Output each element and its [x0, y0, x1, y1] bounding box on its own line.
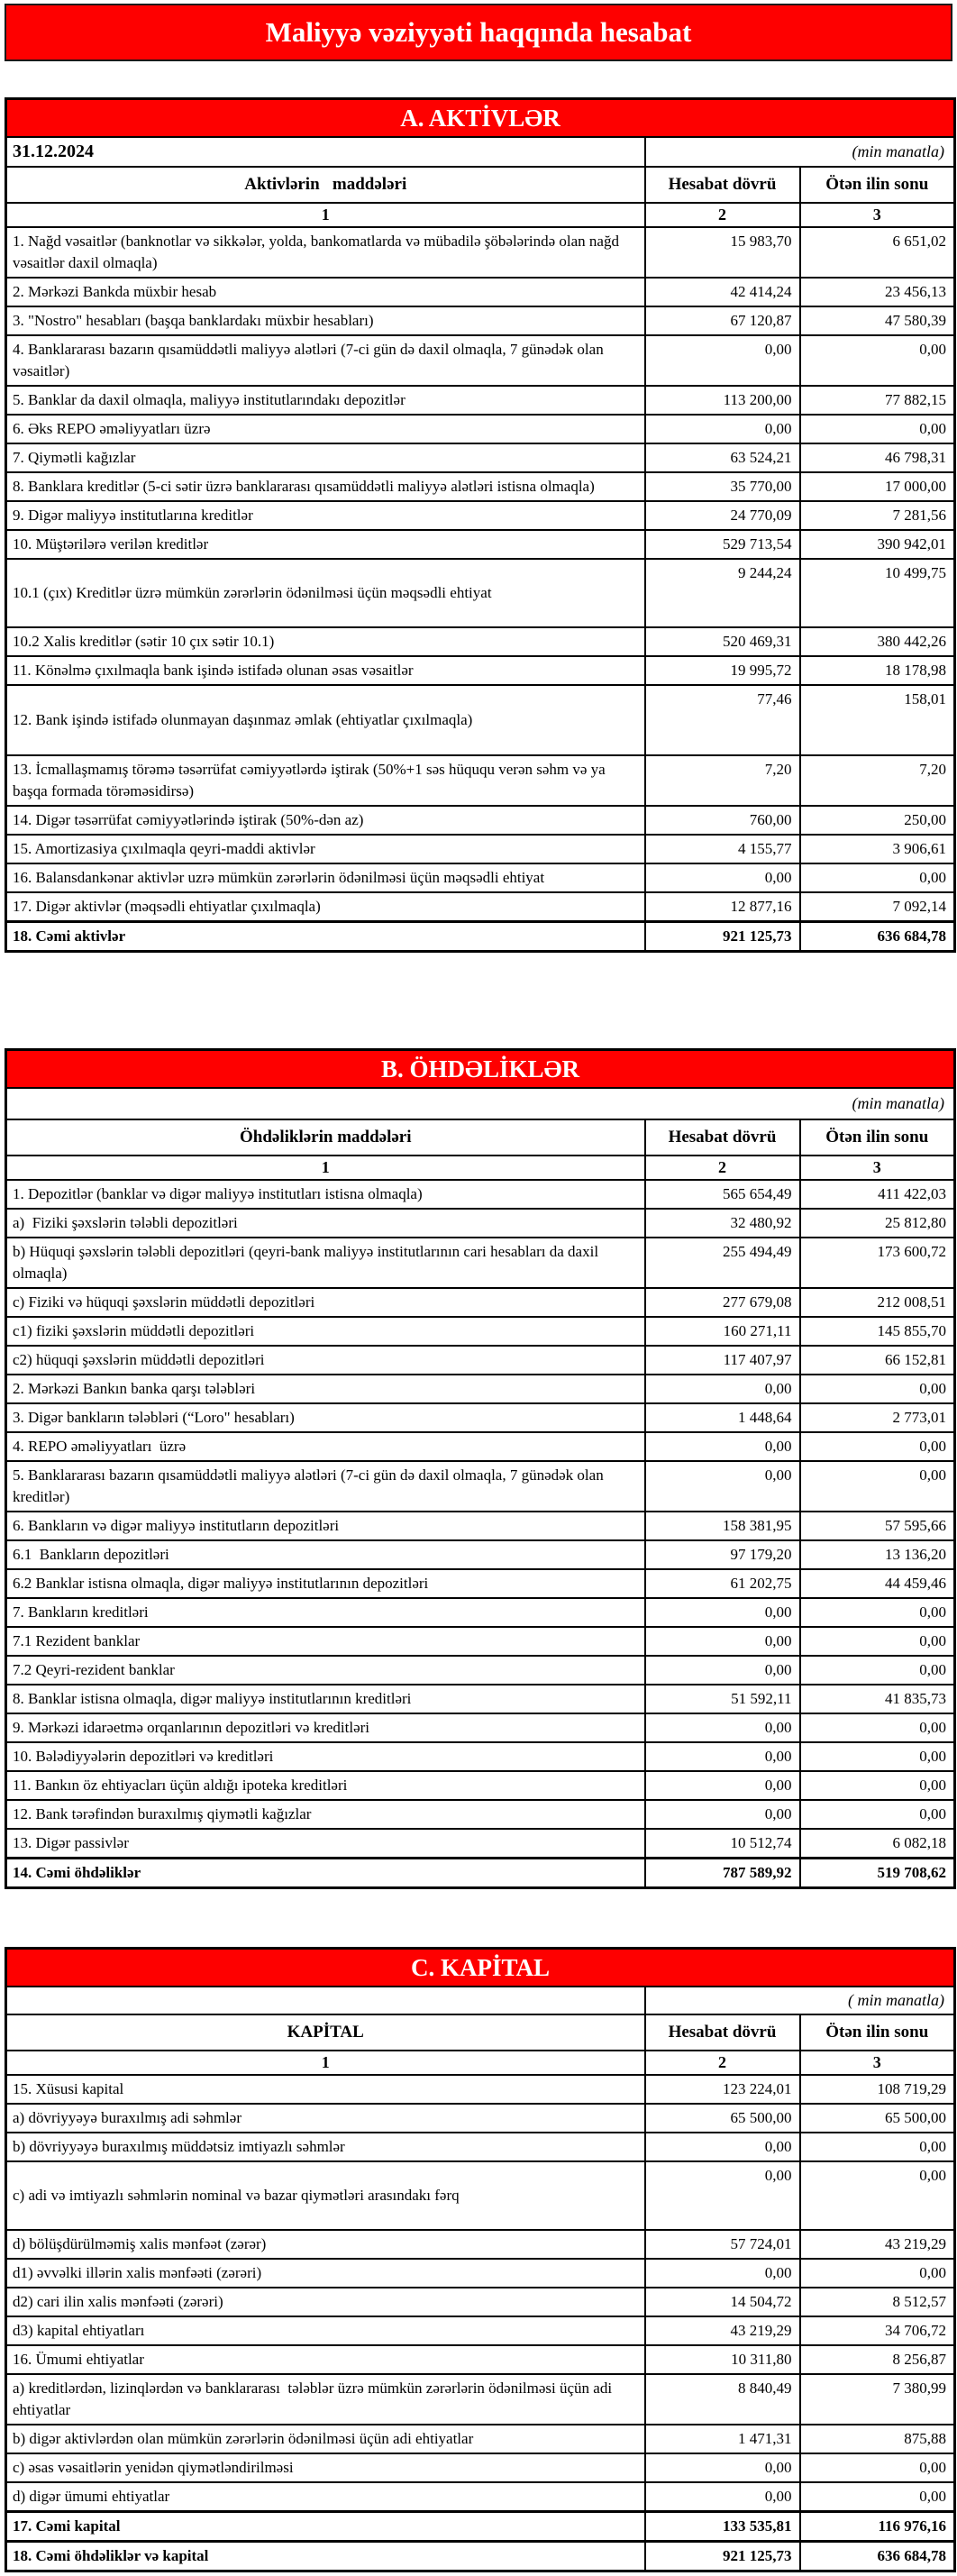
row-value-previous-year: 0,00	[800, 2453, 955, 2482]
row-label: 6.2 Banklar istisna olmaqla, digər maliyyə institutlarının depozitləri	[6, 1569, 645, 1598]
row-label: c) əsas vəsaitlərin yenidən qiymətləndirilməsi	[6, 2453, 645, 2482]
table-row	[6, 1403, 955, 1432]
row-value-previous-year: 0,00	[800, 2133, 955, 2161]
row-value-previous-year: 43 219,29	[800, 2230, 955, 2259]
table-row	[6, 2161, 955, 2230]
row-value-current-period: 35 770,00	[645, 472, 800, 501]
row-value-current-period: 0,00	[645, 1375, 800, 1403]
row-label: 1. Depozitlər (banklar və digər maliyyə institutları istisna olmaqla)	[6, 1180, 645, 1209]
row-value-current-period: 255 494,49	[645, 1238, 800, 1288]
row-value-previous-year: 0,00	[800, 2161, 955, 2230]
row-value-current-period: 787 589,92	[645, 1859, 800, 1888]
row-value-current-period: 97 179,20	[645, 1540, 800, 1569]
section-liabilities-table	[5, 1048, 956, 1889]
row-value-current-period: 1 448,64	[645, 1403, 800, 1432]
row-label: 10. Müştərilərə verilən kreditlər	[6, 530, 645, 559]
row-value-previous-year: 173 600,72	[800, 1238, 955, 1288]
table-row	[6, 1771, 955, 1800]
row-label: 13. Digər passivlər	[6, 1829, 645, 1859]
row-value-previous-year: 0,00	[800, 1800, 955, 1829]
meta-row	[6, 1088, 955, 1119]
row-label: 10.1 (çıx) Kreditlər üzrə mümkün zərərlərin ödənilməsi üçün məqsədli ehtiyat	[6, 559, 645, 627]
row-value-current-period: 0,00	[645, 415, 800, 443]
row-label: d) bölüşdürülməmiş xalis mənfəət (zərər)	[6, 2230, 645, 2259]
row-value-current-period: 0,00	[645, 1432, 800, 1461]
table-row	[6, 2512, 955, 2542]
row-value-current-period: 10 512,74	[645, 1829, 800, 1859]
col-number-1: 1	[6, 203, 645, 227]
row-value-current-period: 4 155,77	[645, 835, 800, 863]
row-value-current-period: 0,00	[645, 863, 800, 892]
row-value-previous-year: 0,00	[800, 1375, 955, 1403]
row-label: 2. Mərkəzi Bankda müxbir hesab	[6, 278, 645, 306]
row-value-previous-year: 7,20	[800, 755, 955, 806]
table-row	[6, 1598, 955, 1627]
table-row	[6, 501, 955, 530]
row-value-previous-year: 0,00	[800, 1598, 955, 1627]
column-number-row	[6, 1156, 955, 1180]
row-value-previous-year: 57 595,66	[800, 1512, 955, 1540]
meta-empty-cell	[6, 1987, 645, 2014]
row-value-previous-year: 18 178,98	[800, 656, 955, 685]
row-label: 10.2 Xalis kreditlər (sətir 10 çıx sətir 10.1)	[6, 627, 645, 656]
row-label: 16. Ümumi ehtiyatlar	[6, 2345, 645, 2374]
row-value-previous-year: 3 906,61	[800, 835, 955, 863]
table-row	[6, 863, 955, 892]
row-label: d3) kapital ehtiyatları	[6, 2316, 645, 2345]
report-title: Maliyyə vəziyyəti haqqında hesabat	[5, 4, 952, 61]
row-value-previous-year: 158,01	[800, 685, 955, 755]
meta-row	[6, 137, 955, 167]
row-label: 7.2 Qeyri-rezident banklar	[6, 1656, 645, 1685]
col-number-1: 1	[6, 1156, 645, 1180]
row-value-current-period: 0,00	[645, 2133, 800, 2161]
table-row	[6, 1375, 955, 1403]
col-header-previous-year: Ötən ilin sonu	[800, 167, 955, 203]
table-row	[6, 1742, 955, 1771]
row-value-previous-year: 34 706,72	[800, 2316, 955, 2345]
row-label: 11. Könəlmə çıxılmaqla bank işində istifadə olunan əsas vəsaitlər	[6, 656, 645, 685]
row-value-current-period: 24 770,09	[645, 501, 800, 530]
row-label: c1) fiziki şəxslərin müddətli depozitləri	[6, 1317, 645, 1346]
table-row	[6, 2425, 955, 2453]
table-row	[6, 1346, 955, 1375]
table-row	[6, 835, 955, 863]
row-value-current-period: 77,46	[645, 685, 800, 755]
row-value-previous-year: 7 092,14	[800, 892, 955, 922]
row-value-current-period: 0,00	[645, 1713, 800, 1742]
row-value-current-period: 277 679,08	[645, 1288, 800, 1317]
row-value-previous-year: 6 082,18	[800, 1829, 955, 1859]
row-value-current-period: 160 271,11	[645, 1317, 800, 1346]
unit-note: (min manatla)	[645, 137, 955, 167]
column-number-row	[6, 2051, 955, 2075]
table-row	[6, 685, 955, 755]
row-value-current-period: 565 654,49	[645, 1180, 800, 1209]
row-value-current-period: 43 219,29	[645, 2316, 800, 2345]
row-value-current-period: 1 471,31	[645, 2425, 800, 2453]
row-label: 9. Mərkəzi idarəetmə orqanlarının depozitləri və kreditləri	[6, 1713, 645, 1742]
row-value-current-period: 9 244,24	[645, 559, 800, 627]
table-row	[6, 2259, 955, 2288]
table-row	[6, 1627, 955, 1656]
table-row	[6, 227, 955, 278]
table-row	[6, 806, 955, 835]
row-label: 8. Banklar istisna olmaqla, digər maliyyə institutlarının kreditləri	[6, 1685, 645, 1713]
row-label: 10. Bələdiyyələrin depozitləri və kreditləri	[6, 1742, 645, 1771]
row-value-previous-year: 380 442,26	[800, 627, 955, 656]
row-value-previous-year: 25 812,80	[800, 1209, 955, 1238]
row-value-current-period: 0,00	[645, 2453, 800, 2482]
row-label: 14. Cəmi öhdəliklər	[6, 1859, 645, 1888]
table-row	[6, 2453, 955, 2482]
table-row	[6, 1461, 955, 1512]
table-row	[6, 386, 955, 415]
row-label: b) digər aktivlərdən olan mümkün zərərlərin ödənilməsi üçün adi ehtiyatlar	[6, 2425, 645, 2453]
col-header-current-period: Hesabat dövrü	[645, 1119, 800, 1156]
row-value-previous-year: 0,00	[800, 2259, 955, 2288]
col-number-2: 2	[645, 2051, 800, 2075]
row-value-previous-year: 7 380,99	[800, 2374, 955, 2425]
table-row	[6, 1829, 955, 1859]
row-label: 5. Banklar da daxil olmaqla, maliyyə institutlarındakı depozitlər	[6, 386, 645, 415]
row-label: 17. Digər aktivlər (məqsədli ehtiyatlar çıxılmaqla)	[6, 892, 645, 922]
row-value-current-period: 51 592,11	[645, 1685, 800, 1713]
row-value-current-period: 15 983,70	[645, 227, 800, 278]
row-label: 4. Banklararası bazarın qısamüddətli maliyyə alətləri (7-ci gün də daxil olmaqla, 7 günədək olan vəsaitlər)	[6, 335, 645, 386]
table-row	[6, 627, 955, 656]
table-row	[6, 1800, 955, 1829]
table-row	[6, 2230, 955, 2259]
section-capital-header: C. KAPİTAL	[6, 1949, 955, 1987]
row-value-current-period: 10 311,80	[645, 2345, 800, 2374]
table-row	[6, 1317, 955, 1346]
table-row	[6, 559, 955, 627]
table-row	[6, 1432, 955, 1461]
row-value-current-period: 0,00	[645, 1627, 800, 1656]
row-value-current-period: 0,00	[645, 2161, 800, 2230]
col-header-current-period: Hesabat dövrü	[645, 167, 800, 203]
row-value-previous-year: 0,00	[800, 1461, 955, 1512]
row-value-current-period: 0,00	[645, 1461, 800, 1512]
row-value-previous-year: 77 882,15	[800, 386, 955, 415]
row-value-previous-year: 390 942,01	[800, 530, 955, 559]
row-value-current-period: 57 724,01	[645, 2230, 800, 2259]
row-label: 4. REPO əməliyyatları üzrə	[6, 1432, 645, 1461]
row-value-previous-year: 519 708,62	[800, 1859, 955, 1888]
table-row	[6, 1238, 955, 1288]
meta-row	[6, 1987, 955, 2014]
row-value-previous-year: 0,00	[800, 1432, 955, 1461]
row-value-previous-year: 0,00	[800, 2482, 955, 2512]
section-header-row	[6, 1949, 955, 1987]
row-value-current-period: 0,00	[645, 1742, 800, 1771]
table-row	[6, 2482, 955, 2512]
section-header-row	[6, 1050, 955, 1089]
table-row	[6, 1180, 955, 1209]
row-label: a) Fiziki şəxslərin tələbli depozitləri	[6, 1209, 645, 1238]
column-number-row	[6, 203, 955, 227]
table-row	[6, 2316, 955, 2345]
row-value-previous-year: 66 152,81	[800, 1346, 955, 1375]
row-label: c) adi və imtiyazlı səhmlərin nominal və bazar qiymətləri arasındakı fərq	[6, 2161, 645, 2230]
column-header-row	[6, 2014, 955, 2051]
table-row	[6, 415, 955, 443]
row-label: 6. Əks REPO əməliyyatları üzrə	[6, 415, 645, 443]
table-row	[6, 2075, 955, 2104]
row-value-current-period: 61 202,75	[645, 1569, 800, 1598]
row-value-current-period: 63 524,21	[645, 443, 800, 472]
row-value-current-period: 67 120,87	[645, 306, 800, 335]
row-label: 8. Banklara kreditlər (5-ci sətir üzrə banklararası qısamüddətli maliyyə alətləri istisna olmaqla)	[6, 472, 645, 501]
row-value-previous-year: 145 855,70	[800, 1317, 955, 1346]
col-header-current-period: Hesabat dövrü	[645, 2014, 800, 2051]
row-label: 16. Balansdankənar aktivlər uzrə mümkün zərərlərin ödənilməsi üçün məqsədli ehtiyat	[6, 863, 645, 892]
section-assets-table	[5, 97, 956, 953]
table-row	[6, 472, 955, 501]
row-value-previous-year: 0,00	[800, 1713, 955, 1742]
col-number-2: 2	[645, 203, 800, 227]
row-label: 1. Nağd vəsaitlər (banknotlar və sikkələr, yolda, bankomatlarda və mübadilə şöbələrində olan nağd vəsaitlər daxil olmaqla)	[6, 227, 645, 278]
row-value-current-period: 133 535,81	[645, 2512, 800, 2542]
row-value-current-period: 0,00	[645, 2259, 800, 2288]
row-value-current-period: 32 480,92	[645, 1209, 800, 1238]
row-value-previous-year: 8 512,57	[800, 2288, 955, 2316]
row-value-previous-year: 0,00	[800, 1771, 955, 1800]
row-label: c2) hüquqi şəxslərin müddətli depozitləri	[6, 1346, 645, 1375]
row-label: a) dövriyyəyə buraxılmış adi səhmlər	[6, 2104, 645, 2133]
table-row	[6, 530, 955, 559]
row-value-previous-year: 250,00	[800, 806, 955, 835]
column-header-row	[6, 1119, 955, 1156]
col-header-items: KAPİTAL	[6, 2014, 645, 2051]
row-label: 7. Bankların kreditləri	[6, 1598, 645, 1627]
row-value-previous-year: 10 499,75	[800, 559, 955, 627]
row-label: 6. Bankların və digər maliyyə institutların depozitləri	[6, 1512, 645, 1540]
row-value-current-period: 19 995,72	[645, 656, 800, 685]
row-value-current-period: 113 200,00	[645, 386, 800, 415]
row-value-previous-year: 0,00	[800, 863, 955, 892]
row-value-previous-year: 65 500,00	[800, 2104, 955, 2133]
table-row	[6, 1685, 955, 1713]
table-row	[6, 656, 955, 685]
row-value-current-period: 12 877,16	[645, 892, 800, 922]
row-label: 18. Cəmi aktivlər	[6, 922, 645, 952]
row-value-current-period: 529 713,54	[645, 530, 800, 559]
col-number-2: 2	[645, 1156, 800, 1180]
row-label: 7.1 Rezident banklar	[6, 1627, 645, 1656]
row-value-previous-year: 44 459,46	[800, 1569, 955, 1598]
row-value-current-period: 0,00	[645, 2482, 800, 2512]
section-assets-header: A. AKTİVLƏR	[6, 99, 955, 138]
row-label: 3. "Nostro" hesabları (başqa banklardakı müxbir hesabları)	[6, 306, 645, 335]
row-label: 11. Bankın öz ehtiyacları üçün aldığı ipoteka kreditləri	[6, 1771, 645, 1800]
table-row	[6, 2542, 955, 2571]
row-value-previous-year: 2 773,01	[800, 1403, 955, 1432]
row-label: 14. Digər təsərrüfat cəmiyyətlərində iştirak (50%-dən az)	[6, 806, 645, 835]
row-value-current-period: 8 840,49	[645, 2374, 800, 2425]
row-label: d) digər ümumi ehtiyatlar	[6, 2482, 645, 2512]
row-value-previous-year: 6 651,02	[800, 227, 955, 278]
row-value-current-period: 0,00	[645, 1656, 800, 1685]
table-row	[6, 2288, 955, 2316]
row-label: 9. Digər maliyyə institutlarına kreditlər	[6, 501, 645, 530]
table-row	[6, 1512, 955, 1540]
row-label: 18. Cəmi öhdəliklər və kapital	[6, 2542, 645, 2571]
row-value-previous-year: 47 580,39	[800, 306, 955, 335]
row-value-current-period: 921 125,73	[645, 922, 800, 952]
table-row	[6, 443, 955, 472]
row-value-current-period: 760,00	[645, 806, 800, 835]
table-row	[6, 2104, 955, 2133]
row-value-current-period: 520 469,31	[645, 627, 800, 656]
table-row	[6, 1569, 955, 1598]
row-value-previous-year: 13 136,20	[800, 1540, 955, 1569]
row-label: a) kreditlərdən, lizinqlərdən və banklararası tələblər üzrə mümkün zərərlərin ödənilməsi üçün adi ehtiyatlar	[6, 2374, 645, 2425]
row-value-previous-year: 7 281,56	[800, 501, 955, 530]
row-value-previous-year: 41 835,73	[800, 1685, 955, 1713]
row-value-current-period: 0,00	[645, 1800, 800, 1829]
row-value-current-period: 117 407,97	[645, 1346, 800, 1375]
row-value-current-period: 158 381,95	[645, 1512, 800, 1540]
row-value-previous-year: 108 719,29	[800, 2075, 955, 2104]
row-label: 12. Bank tərəfindən buraxılmış qiymətli kağızlar	[6, 1800, 645, 1829]
section-capital-table	[5, 1947, 956, 2572]
row-value-current-period: 0,00	[645, 1771, 800, 1800]
unit-note: (min manatla)	[6, 1088, 955, 1119]
row-value-current-period: 0,00	[645, 1598, 800, 1627]
row-value-previous-year: 23 456,13	[800, 278, 955, 306]
row-value-previous-year: 0,00	[800, 335, 955, 386]
row-label: 17. Cəmi kapital	[6, 2512, 645, 2542]
row-label: 15. Amortizasiya çıxılmaqla qeyri-maddi aktivlər	[6, 835, 645, 863]
table-row	[6, 1656, 955, 1685]
row-label: b) Hüquqi şəxslərin tələbli depozitləri (qeyri-bank maliyyə institutlarının cari hesabları da daxil olmaqla)	[6, 1238, 645, 1288]
table-row	[6, 1540, 955, 1569]
table-row	[6, 1859, 955, 1888]
row-value-previous-year: 636 684,78	[800, 922, 955, 952]
row-value-previous-year: 875,88	[800, 2425, 955, 2453]
row-value-previous-year: 411 422,03	[800, 1180, 955, 1209]
column-header-row	[6, 167, 955, 203]
row-value-previous-year: 0,00	[800, 415, 955, 443]
table-row	[6, 892, 955, 922]
col-number-3: 3	[800, 2051, 955, 2075]
row-value-previous-year: 212 008,51	[800, 1288, 955, 1317]
row-label: d2) cari ilin xalis mənfəəti (zərəri)	[6, 2288, 645, 2316]
section-liabilities-header: B. ÖHDƏLİKLƏR	[6, 1050, 955, 1089]
row-label: 6.1 Bankların depozitləri	[6, 1540, 645, 1569]
col-number-1: 1	[6, 2051, 645, 2075]
row-label: 13. İcmallaşmamış törəmə təsərrüfat cəmiyyətlərdə iştirak (50%+1 səs hüququ verən səhm və ya başqa formada törəməsidirsə)	[6, 755, 645, 806]
col-number-3: 3	[800, 1156, 955, 1180]
row-label: 7. Qiymətli kağızlar	[6, 443, 645, 472]
row-value-previous-year: 8 256,87	[800, 2345, 955, 2374]
table-row	[6, 2345, 955, 2374]
row-label: 12. Bank işində istifadə olunmayan daşınmaz əmlak (ehtiyatlar çıxılmaqla)	[6, 685, 645, 755]
row-value-current-period: 921 125,73	[645, 2542, 800, 2571]
unit-note: ( min manatla)	[645, 1987, 955, 2014]
col-header-items: Öhdəliklərin maddələri	[6, 1119, 645, 1156]
table-row	[6, 278, 955, 306]
table-row	[6, 755, 955, 806]
row-value-current-period: 123 224,01	[645, 2075, 800, 2104]
col-header-previous-year: Ötən ilin sonu	[800, 2014, 955, 2051]
row-value-previous-year: 636 684,78	[800, 2542, 955, 2571]
table-row	[6, 335, 955, 386]
row-label: d1) əvvəlki illərin xalis mənfəəti (zərəri)	[6, 2259, 645, 2288]
row-label: 15. Xüsusi kapital	[6, 2075, 645, 2104]
section-header-row	[6, 99, 955, 138]
row-value-previous-year: 0,00	[800, 1627, 955, 1656]
row-value-current-period: 42 414,24	[645, 278, 800, 306]
col-number-3: 3	[800, 203, 955, 227]
table-row	[6, 1713, 955, 1742]
row-value-previous-year: 0,00	[800, 1742, 955, 1771]
col-header-items: Aktivlərin maddələri	[6, 167, 645, 203]
table-row	[6, 2374, 955, 2425]
table-row	[6, 1288, 955, 1317]
row-label: b) dövriyyəyə buraxılmış müddətsiz imtiyazlı səhmlər	[6, 2133, 645, 2161]
row-label: 5. Banklararası bazarın qısamüddətli maliyyə alətləri (7-ci gün də daxil olmaqla, 7 günədək olan kreditlər)	[6, 1461, 645, 1512]
row-value-previous-year: 17 000,00	[800, 472, 955, 501]
row-label: c) Fiziki və hüquqi şəxslərin müddətli depozitləri	[6, 1288, 645, 1317]
table-row	[6, 2133, 955, 2161]
row-value-previous-year: 116 976,16	[800, 2512, 955, 2542]
report-date: 31.12.2024	[6, 137, 645, 167]
row-label: 3. Digər bankların tələbləri (“Loro" hesabları)	[6, 1403, 645, 1432]
table-row	[6, 922, 955, 952]
row-value-current-period: 7,20	[645, 755, 800, 806]
row-value-current-period: 14 504,72	[645, 2288, 800, 2316]
row-value-current-period: 0,00	[645, 335, 800, 386]
row-value-current-period: 65 500,00	[645, 2104, 800, 2133]
table-row	[6, 1209, 955, 1238]
col-header-previous-year: Ötən ilin sonu	[800, 1119, 955, 1156]
row-label: 2. Mərkəzi Bankın banka qarşı tələbləri	[6, 1375, 645, 1403]
row-value-previous-year: 46 798,31	[800, 443, 955, 472]
table-row	[6, 306, 955, 335]
row-value-previous-year: 0,00	[800, 1656, 955, 1685]
